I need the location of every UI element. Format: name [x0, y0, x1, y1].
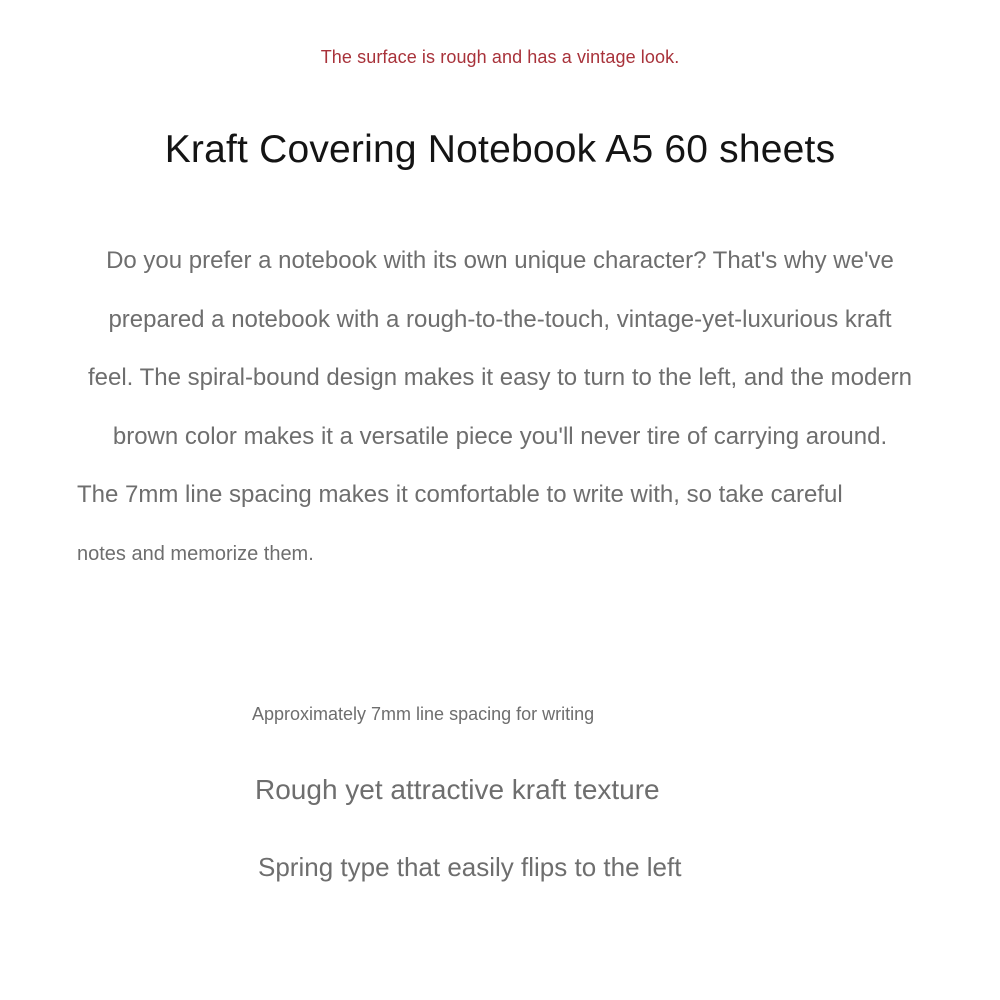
description-line: prepared a notebook with a rough-to-the-touch, vintage-yet-luxurious kraft — [108, 305, 892, 333]
description-line: notes and memorize them. — [77, 542, 314, 565]
product-title: Kraft Covering Notebook A5 60 sheets — [164, 128, 836, 171]
feature-kraft-texture: Rough yet attractive kraft texture — [255, 774, 660, 805]
tagline: The surface is rough and has a vintage look. — [320, 47, 680, 67]
product-description — [65, 236, 935, 587]
description-line: Do you prefer a notebook with its own unique character? That's why we've — [106, 247, 894, 274]
description-line: The 7mm line spacing makes it comfortable to write with, so take careful — [77, 481, 843, 508]
feature-line-spacing: Approximately 7mm line spacing for writing — [252, 704, 595, 724]
description-line: feel. The spiral-bound design makes it easy to turn to the left, and the modern — [87, 364, 913, 391]
feature-spring-binding: Spring type that easily flips to the left — [258, 852, 682, 882]
description-line: brown color makes it a versatile piece you'll never tire of carrying around. — [112, 422, 888, 450]
